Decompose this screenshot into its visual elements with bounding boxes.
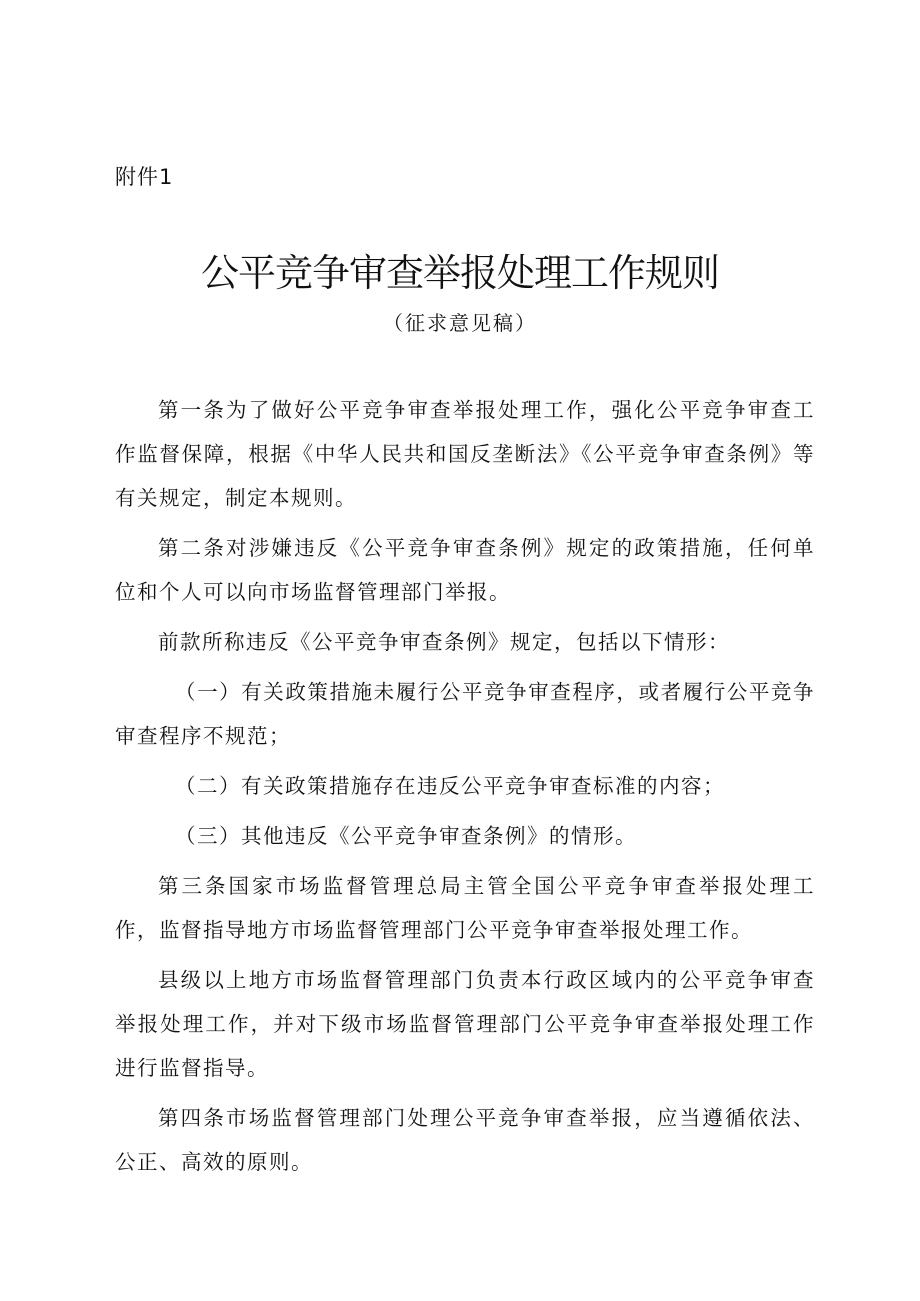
document-body	[115, 388, 815, 1190]
article-3-clause-2: 县级以上地方市场监督管理部门负责本行政区域内的公平竞争审查举报处理工作，并对下级市场监督管理部门公平竞争审查举报处理工作进行监督指导。	[115, 968, 815, 1080]
article-2-item-3: （三）其他违反《公平竞争审查条例》的情形。	[175, 824, 637, 848]
article-2-clause-intro: 前款所称违反《公平竞争审查条例》规定，包括以下情形：	[158, 630, 730, 654]
article-3-paragraph: 第三条国家市场监督管理总局主管全国公平竞争审查举报处理工作，监督指导地方市场监督管理部门公平竞争审查举报处理工作。	[115, 874, 815, 942]
document-title: 公平竞争审查举报处理工作规则	[200, 251, 719, 295]
article-1-paragraph: 第一条为了做好公平竞争审查举报处理工作，强化公平竞争审查工作监督保障，根据《中华人民共和国反垄断法》《公平竞争审查条例》等有关规定，制定本规则。	[115, 398, 815, 510]
attachment-label: 附件1	[115, 165, 174, 189]
article-4-paragraph: 第四条市场监督管理部门处理公平竞争审查举报，应当遵循依法、公正、高效的原则。	[115, 1106, 815, 1174]
article-2-item-1: （一）有关政策措施未履行公平竞争审查程序，或者履行公平竞争审查程序不规范；	[115, 680, 815, 748]
article-2-paragraph: 第二条对涉嫌违反《公平竞争审查条例》规定的政策措施，任何单位和个人可以向市场监督管理部门举报。	[115, 536, 815, 604]
document-subtitle: （征求意见稿）	[383, 311, 537, 335]
article-2-item-2: （二）有关政策措施存在违反公平竞争审查标准的内容；	[175, 774, 725, 798]
